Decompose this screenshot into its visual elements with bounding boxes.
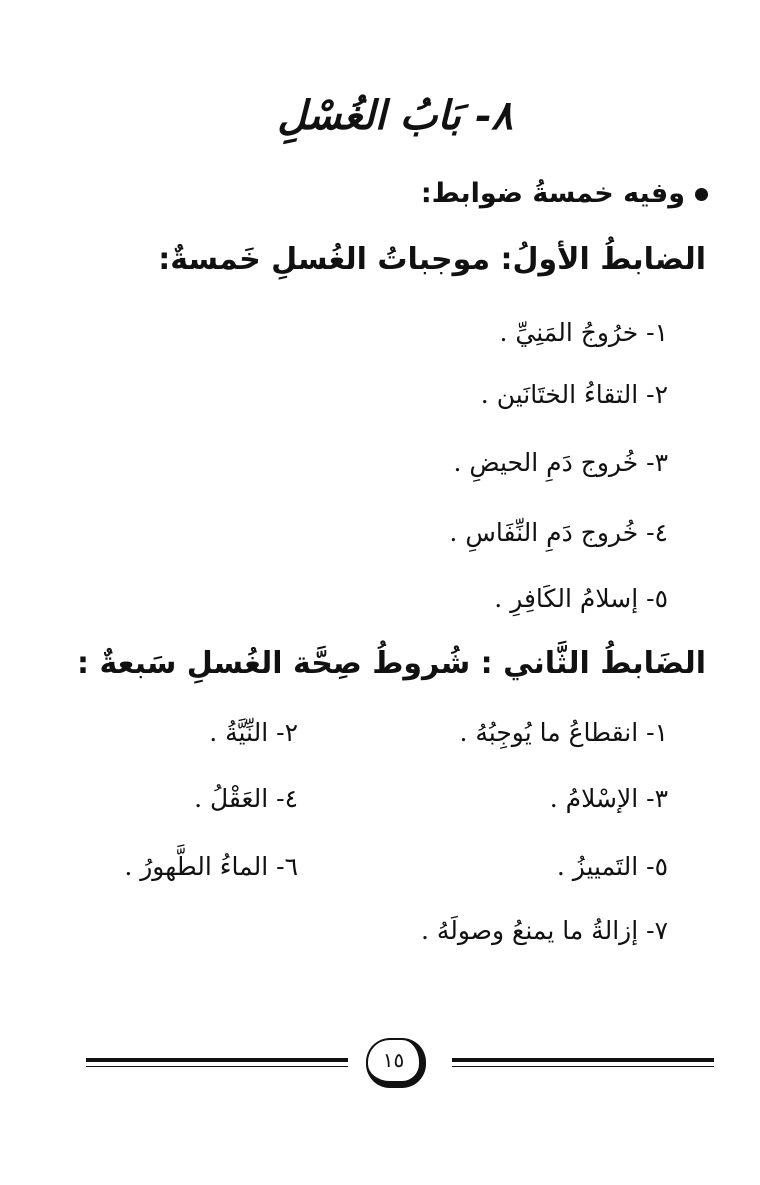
page-number: ١٥ [382, 1048, 405, 1072]
section-1-heading: الضابطُ الأولُ: موجباتُ الغُسلِ خَمسةٌ: [158, 242, 706, 277]
page-number-frame [366, 1038, 426, 1088]
section-1-item-3: ٣- خُروج دَمِ الحيضِ . [453, 448, 668, 477]
section-1-item-2: ٢- التقاءُ الختَانَين . [480, 380, 668, 409]
section-2-item-1: ١- انقطاعُ ما يُوجِبُهُ . [459, 718, 668, 747]
section-2-item-3: ٣- الإسْلامُ . [549, 784, 668, 813]
section-2-heading: الضَابطُ الثَّاني : شُروطُ صِحَّة الغُسلِ سَبعةٌ : [77, 646, 706, 681]
section-2-item-6: ٦- الماءُ الطَّهورُ . [124, 852, 298, 881]
section-2-item-4: ٤- العَقْلُ . [194, 784, 298, 813]
section-1-item-1: ١- خرُوجُ المَنِيِّ . [499, 318, 668, 347]
section-1-item-5: ٥- إسلامُ الكَافِرِ . [494, 584, 668, 613]
chapter-title: ٨- بَابُ الغُسْلِ [277, 92, 513, 139]
section-2-item-5: ٥- التَمييزُ . [556, 852, 668, 881]
intro-text: وفيه خمسةُ ضوابط: [420, 178, 685, 209]
section-2-item-7: ٧- إزالةُ ما يمنعُ وصولَهُ . [420, 916, 668, 945]
section-1-item-4: ٤- خُروج دَمِ النِّفَاسِ . [449, 518, 668, 547]
footer-rule-right [452, 1058, 714, 1067]
intro-line [421, 178, 708, 209]
bullet-icon [695, 188, 708, 201]
section-2-item-2: ٢- النِّيَّةُ . [209, 718, 298, 747]
footer-rule-left [86, 1058, 348, 1067]
